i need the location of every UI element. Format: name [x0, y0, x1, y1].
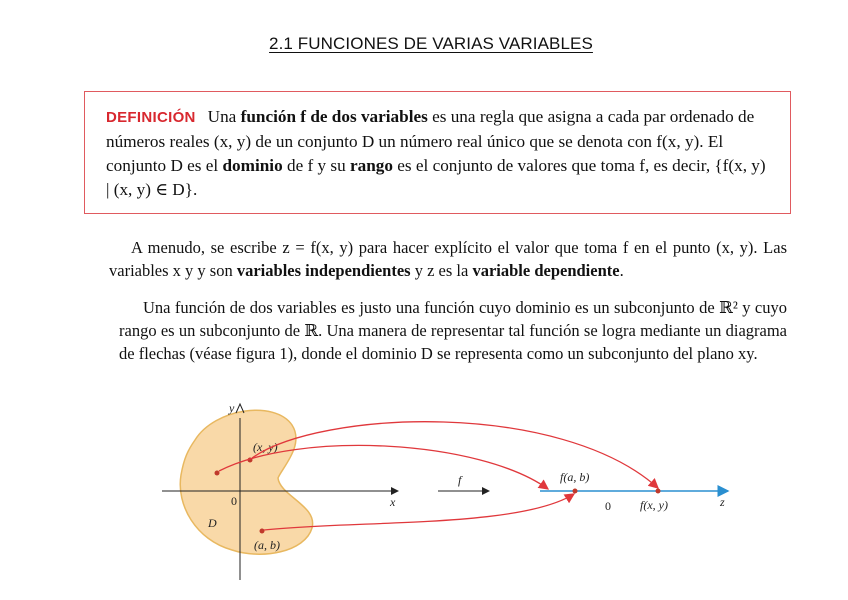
image-ab-point	[573, 489, 578, 494]
definition-text: es el conjunto de valores que toma f, es decir, {f(x, y) | (x, y) ∈ D}.	[106, 156, 766, 199]
paragraph-variables: A menudo, se escribe z = f(x, y) para hacer explícito el valor que toma f en el punto (x, y). Las variables x y y son variables independientes y z es la variable dependiente.	[109, 238, 787, 280]
definition-text: de f y su	[282, 156, 350, 175]
definition-term-function: función f de dos variables	[240, 107, 428, 126]
z-axis-label: z	[720, 495, 725, 509]
point-ab	[260, 529, 265, 534]
x-axis-label: x	[390, 495, 396, 509]
image-xy-point	[656, 489, 661, 494]
term-dependent-variable: variable dependiente	[472, 261, 620, 280]
domain-region	[180, 410, 312, 554]
term-independent-variables: variables independientes	[236, 261, 411, 280]
domain-label: D	[208, 516, 217, 530]
origin-left-label: 0	[231, 494, 237, 508]
image-xy-label: f(x, y)	[640, 498, 668, 512]
page-title: 2.1 FUNCIONES DE VARIAS VARIABLES	[269, 34, 593, 53]
definition-text: Una	[207, 107, 241, 126]
origin-right-label: 0	[605, 499, 611, 513]
point-extra	[215, 471, 220, 476]
definition-text: es una regla que asigna a cada par ordenado de números reales (x, y) de un conjunto D un número real único que se denota con f(x, y). El conjunto D es el	[106, 107, 755, 175]
point-ab-label: (a, b)	[254, 538, 280, 552]
y-axis-label: y	[229, 401, 235, 415]
definition-term-domain: dominio	[222, 156, 283, 175]
function-label: f	[458, 473, 462, 487]
point-xy-label: (x, y)	[253, 440, 278, 454]
definition-keyword: DEFINICIÓN	[106, 109, 196, 126]
definition-term-range: rango	[349, 156, 393, 175]
image-ab-label: f(a, b)	[560, 470, 590, 484]
paragraph-arrow-diagram: Una función de dos variables es justo una función cuyo dominio es un subconjunto de ℝ² y cuyo rango es un subconjunto de ℝ. Una manera de representar tal función se logra mediante un diagrama de flechas (véase figura 1), donde el dominio D se representa como un subconjunto del plano xy.	[119, 298, 787, 363]
